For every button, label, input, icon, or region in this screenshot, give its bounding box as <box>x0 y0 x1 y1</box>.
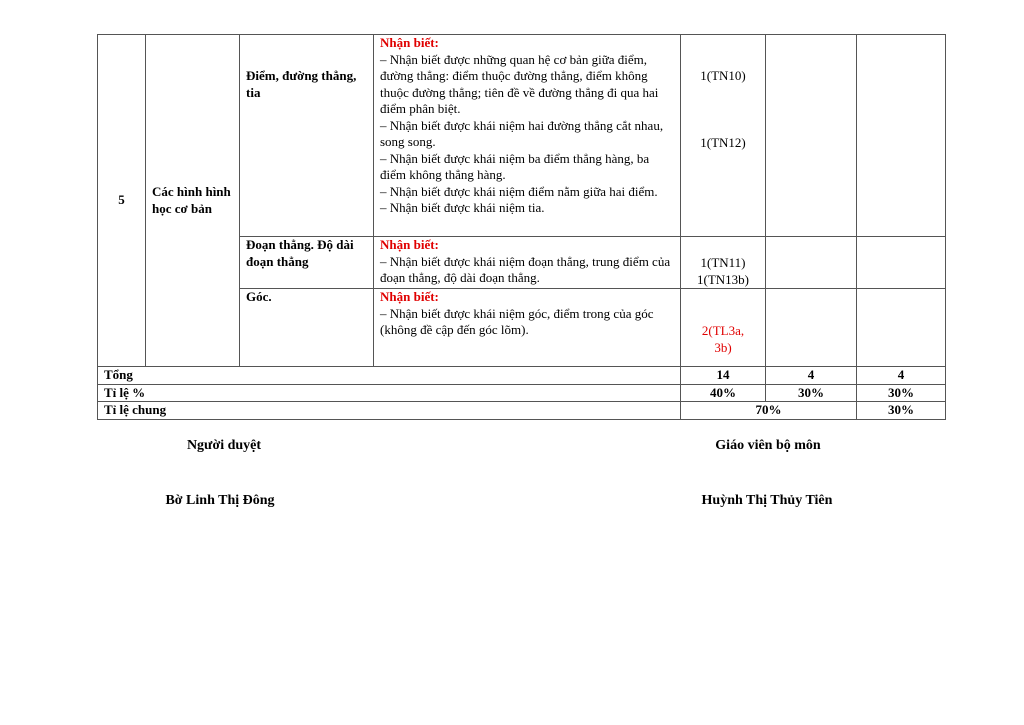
overall-value: 70% <box>681 402 857 420</box>
section-heading: Nhận biết: <box>380 35 439 50</box>
percent-value: 40% <box>681 384 766 402</box>
question-code: 1(TN12) <box>700 134 746 150</box>
total-value: 14 <box>681 367 766 385</box>
question-code: 1(TN13b) <box>697 271 749 287</box>
desc-line: – Nhận biết được khái niệm góc, điểm trong của góc (không đề cập đến góc lõm). <box>380 305 654 337</box>
percent-value: 30% <box>766 384 857 402</box>
section-desc-angle <box>374 289 681 367</box>
overall-row <box>98 402 946 420</box>
topic-cell: Các hình hình học cơ bản <box>146 35 240 367</box>
codes-segment <box>681 237 766 289</box>
question-code: 1(TN10) <box>700 68 746 83</box>
percent-value: 30% <box>857 384 946 402</box>
total-label: Tổng <box>98 367 681 385</box>
section-desc-segment <box>374 237 681 289</box>
empty-cell <box>857 289 946 367</box>
empty-cell <box>766 289 857 367</box>
desc-line: – Nhận biết được khái niệm điểm nằm giữa hai điểm. <box>380 183 658 199</box>
section-desc-points-lines <box>374 35 681 237</box>
total-value: 4 <box>766 367 857 385</box>
section-name-angle: Góc. <box>240 289 374 367</box>
total-row <box>98 367 946 385</box>
assessment-matrix-table <box>97 34 946 420</box>
desc-line: – Nhận biết được khái niệm tia. <box>380 200 545 215</box>
codes-angle <box>681 289 766 367</box>
row-number: 5 <box>98 35 146 367</box>
question-code: 2(TL3a, 3b) <box>701 323 745 355</box>
section-name-points-lines: Điểm, đường thẳng, tia <box>240 35 374 237</box>
teacher-title: Giáo viên bộ môn <box>715 438 821 453</box>
reviewer-name: Bờ Linh Thị Đông <box>165 493 275 508</box>
codes-points-lines <box>681 35 766 237</box>
desc-line: – Nhận biết được khái niệm đoạn thẳng, trung điểm của đoạn thẳng, độ dài đoạn thẳng. <box>380 253 671 285</box>
empty-cell <box>857 237 946 289</box>
question-code: 1(TN11) <box>700 255 746 270</box>
section-heading: Nhận biết: <box>380 237 439 252</box>
reviewer-title: Người duyệt <box>186 438 262 453</box>
section-name-segment: Đoạn thẳng. Độ dài đoạn thẳng <box>240 237 374 289</box>
desc-line: – Nhận biết được khái niệm hai đường thẳng cắt nhau, song song. <box>380 117 664 149</box>
table-row-points-lines <box>98 35 946 237</box>
empty-cell <box>766 237 857 289</box>
percent-label: Tỉ lệ % <box>98 384 681 402</box>
percent-row <box>98 384 946 402</box>
overall-value: 30% <box>857 402 946 420</box>
total-value: 4 <box>857 367 946 385</box>
desc-line: – Nhận biết được khái niệm ba điểm thẳng hàng, ba điểm không thẳng hàng. <box>380 150 650 182</box>
desc-line: – Nhận biết được những quan hệ cơ bản giữa điểm, đường thẳng: điểm thuộc đường thẳng, điểm không thuộc đường thẳng; tiên đề về đường thẳng đi qua hai điểm phân biệt. <box>380 51 659 116</box>
empty-cell <box>766 35 857 237</box>
teacher-name: Huỳnh Thị Thủy Tiên <box>701 493 833 508</box>
section-heading: Nhận biết: <box>380 289 439 304</box>
overall-label: Tỉ lệ chung <box>98 402 681 420</box>
empty-cell <box>857 35 946 237</box>
